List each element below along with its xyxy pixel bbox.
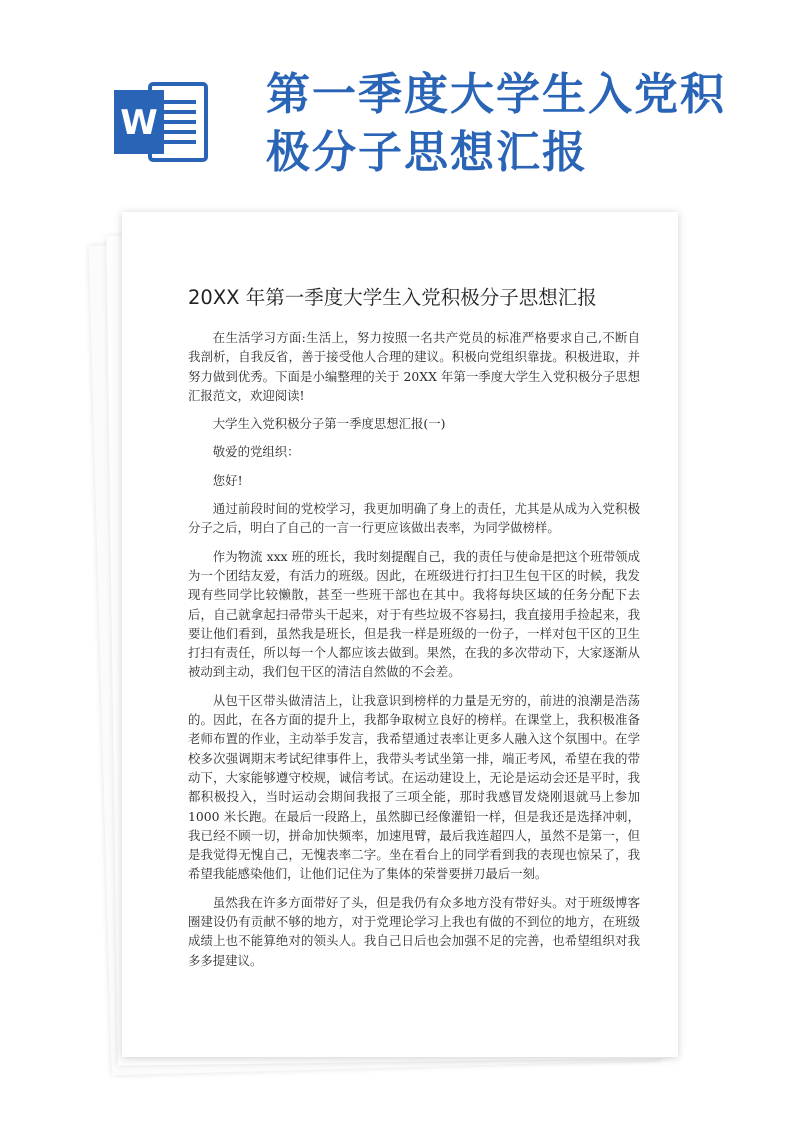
word-document-icon <box>112 76 212 168</box>
paragraph-body-1: 通过前段时间的党校学习，我更加明确了身上的责任，尤其是从成为入党积极分子之后，明白了自己的一言一行更应该做出表率，为同学做榜样。 <box>188 501 640 536</box>
document-page <box>122 212 678 1057</box>
header-title-line-1: 第一季度大学生入党积 <box>266 69 726 120</box>
word-icon-letter: W <box>120 103 158 143</box>
paragraph-subtitle: 大学生入党积极分子第一季度思想汇报(一) <box>212 416 446 432</box>
document-title: 20XX 年第一季度大学生入党积极分子思想汇报 <box>188 286 597 309</box>
paragraph-greeting: 您好! <box>212 472 243 488</box>
paragraph-intro: 在生活学习方面:生活上，努力按照一名共产党员的标准严格要求自己,不断自我剖析，自我反省，善于接受他人合理的建议。积极向党组织靠拢。积极进取，并努力做到优秀。下面是小编整理的关于 20XX 年第一季度大学生入党积极分子思想汇报范文，欢迎阅读! <box>188 330 640 403</box>
paragraph-body-3: 从包干区带头做清洁上，让我意识到榜样的力量是无穷的，前进的浪潮是浩荡的。因此，在各方面的提升上，我都争取树立良好的榜样。在课堂上，我积极准备老师布置的作业，主动举手发言，我希望通过表率让更多人融入这个氛围中。在学校多次强调期末考试纪律事件上，我带头考试坐第一排，端正考风，希望在我的带动下，大家能够遵守校规，诚信考试。在运动建设上，无论是运动会还是平时，我都积极投入，当时运动会期间我报了三项全能，那时我感冒发烧刚退就马上参加 1000 米长跑。在最后一段路上，虽然脚已经像灌铅一样，但是我还是选择冲刺，我已经不顾一切，拼命加快频率，加速甩臂，最后我连超四人，虽然不是第一，但是我觉得无愧自己，无愧表率二字。坐在看台上的同学看到我的表现也惊呆了，我希望我能感染他们，让他们记住为了集体的荣誉要拼刀最后一刻。 <box>188 692 640 882</box>
paragraph-salutation: 敬爱的党组织： <box>212 444 300 460</box>
document-body <box>188 328 640 979</box>
paragraph-body-2: 作为物流 xxx 班的班长，我时刻提醒自己，我的责任与使命是把这个班带领成为一个团结友爱，有活力的班级。因此，在班级进行打扫卫生包干区的时候，我发现有些同学比较懒散，甚至一些班干部也在其中。我将每块区域的任务分配下去后，自己就拿起扫帚带头干起来，对于有些垃圾不容易扫，我直接用手捡起来，我要让他们看到，虽然我是班长，但是我一样是班级的一份子，一样对包干区的卫生打扫有责任，所以每一个人都应该去做到。果然，在我的多次带动下，大家逐渐从被动到主动，我们包干区的清洁自然做的不会差。 <box>188 548 640 680</box>
page-header-title <box>266 66 736 182</box>
paragraph-body-4: 虽然我在许多方面带好了头，但是我仍有众多地方没有带好头。对于班级博客圈建设仍有贡献不够的地方，对于党理论学习上我也有做的不到位的地方，在班级成绩上也不能算绝对的领头人。我自己日后也会加强不足的完善，也希望组织对我多多提建议。 <box>188 894 640 968</box>
header-title-line-2: 极分子思想汇报 <box>266 127 588 178</box>
